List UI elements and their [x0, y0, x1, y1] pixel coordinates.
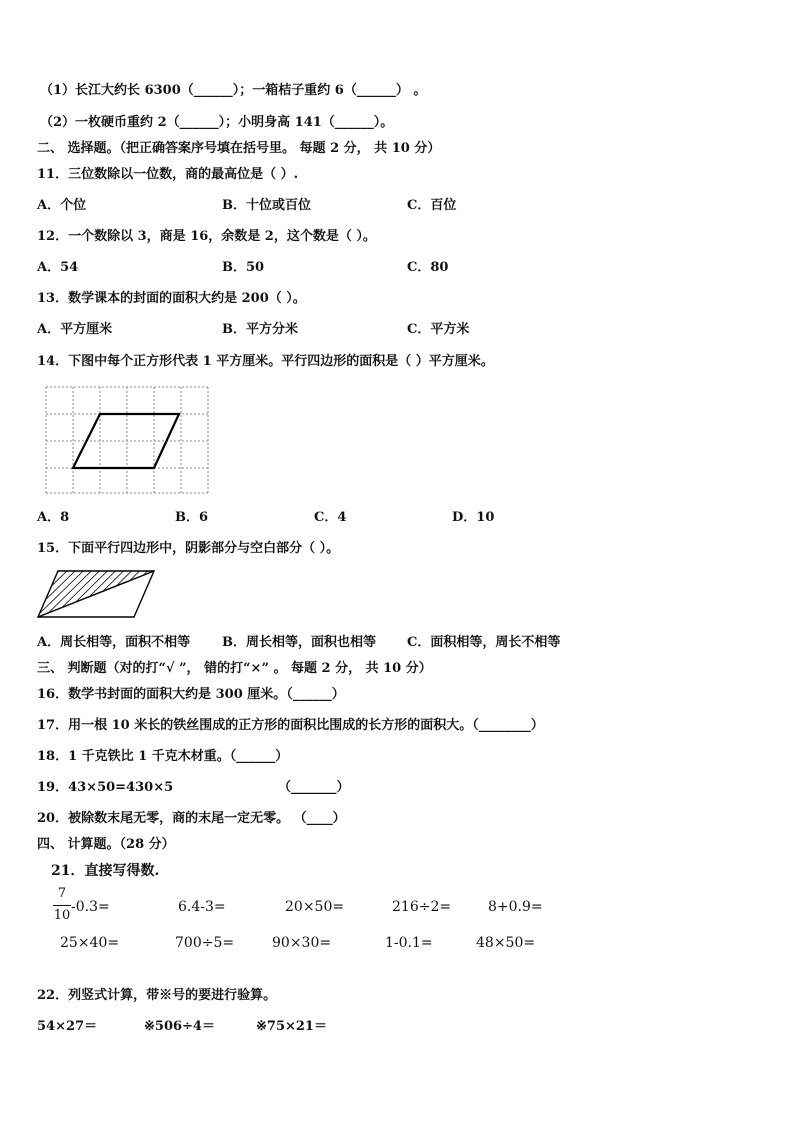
fraction-bar — [53, 905, 71, 906]
q11-option-c[interactable]: C．百位 — [407, 198, 457, 213]
q12-option-b[interactable]: B．50 — [222, 260, 265, 275]
q11-option-a[interactable]: A．个位 — [37, 198, 87, 213]
question-15: 15．下面平行四边形中，阴影部分与空白部分（ ）。 — [37, 541, 340, 556]
calc-item: 700÷5= — [175, 935, 235, 951]
q14-option-c[interactable]: C．4 — [314, 510, 347, 525]
section-title-choice: 二、 选择题。（把正确答案序号填在括号里。 每题 2 分， 共 10 分） — [37, 141, 441, 156]
q15-option-c[interactable]: C．面积相等，周长不相等 — [407, 635, 561, 650]
q11-option-b[interactable]: B．十位或百位 — [222, 198, 311, 213]
calc-item: 20×50= — [285, 899, 345, 915]
fraction-numerator: 7 — [57, 886, 67, 901]
question-16: 16．数学书封面的面积大约是 300 厘米。（______） — [37, 687, 345, 702]
shaded-parallelogram-figure — [36, 569, 158, 621]
question-19-blank[interactable]: （_______） — [278, 780, 350, 795]
question-19: 19．43×50=430×5 — [37, 780, 174, 795]
fraction-denominator: 10 — [53, 908, 71, 923]
calc-item: 216÷2= — [392, 899, 452, 915]
section-title-judge: 三、 判断题（对的打“√ ”， 错的打“×” 。 每题 2 分， 共 10 分） — [37, 661, 432, 676]
calc-item: -0.3= — [71, 899, 110, 915]
q13-option-c[interactable]: C．平方米 — [407, 322, 470, 337]
q12-option-a[interactable]: A．54 — [37, 260, 79, 275]
q14-option-a[interactable]: A．8 — [37, 510, 70, 525]
question-13: 13．数学课本的封面的面积大约是 200（ ）。 — [37, 291, 306, 306]
calc-item: 6.4-3= — [178, 899, 226, 915]
q13-option-a[interactable]: A．平方厘米 — [37, 322, 113, 337]
question-17: 17．用一根 10 米长的铁丝围成的正方形的面积比围成的长方形的面积大。（________） — [37, 718, 544, 733]
question-11: 11．三位数除以一位数，商的最高位是（ ）. — [37, 167, 299, 182]
vertical-calc-item: 54×27＝ — [37, 1019, 98, 1034]
vertical-calc-item: ※75×21＝ — [256, 1019, 327, 1034]
calc-item: 48×50= — [476, 935, 536, 951]
q12-option-c[interactable]: C．80 — [407, 260, 449, 275]
q14-option-d[interactable]: D．10 — [452, 510, 495, 525]
question-12: 12．一个数除以 3，商是 16，余数是 2，这个数是（ ）。 — [37, 229, 376, 244]
vertical-calc-item: ※506÷4＝ — [144, 1019, 215, 1034]
fill-question-1: （1）长江大约长 6300（______）；一箱桔子重约 6（______） 。 — [40, 83, 427, 98]
question-22: 22．列竖式计算，带※号的要进行验算。 — [37, 988, 277, 1003]
question-20: 20．被除数末尾无零，商的末尾一定无零。 （____） — [37, 811, 346, 826]
calc-item: 25×40= — [60, 935, 120, 951]
grid-parallelogram-figure — [44, 385, 212, 497]
fill-question-2: （2）一枚硬币重约 2（______）；小明身高 141（______）。 — [40, 115, 394, 130]
q15-option-a[interactable]: A．周长相等，面积不相等 — [37, 635, 191, 650]
q13-option-b[interactable]: B．平方分米 — [222, 322, 298, 337]
section-title-calc: 四、 计算题。（28 分） — [37, 837, 175, 852]
calc-item: 1-0.1= — [385, 935, 433, 951]
question-21: 21．直接写得数. — [51, 863, 160, 879]
q15-option-b[interactable]: B．周长相等，面积也相等 — [222, 635, 376, 650]
question-18: 18．1 千克铁比 1 千克木材重。（______） — [37, 749, 289, 764]
calc-item: 90×30= — [272, 935, 332, 951]
question-14: 14．下图中每个正方形代表 1 平方厘米。平行四边形的面积是（ ）平方厘米。 — [37, 354, 494, 369]
q14-option-b[interactable]: B．6 — [175, 510, 209, 525]
calc-item: 8+0.9= — [488, 899, 543, 915]
